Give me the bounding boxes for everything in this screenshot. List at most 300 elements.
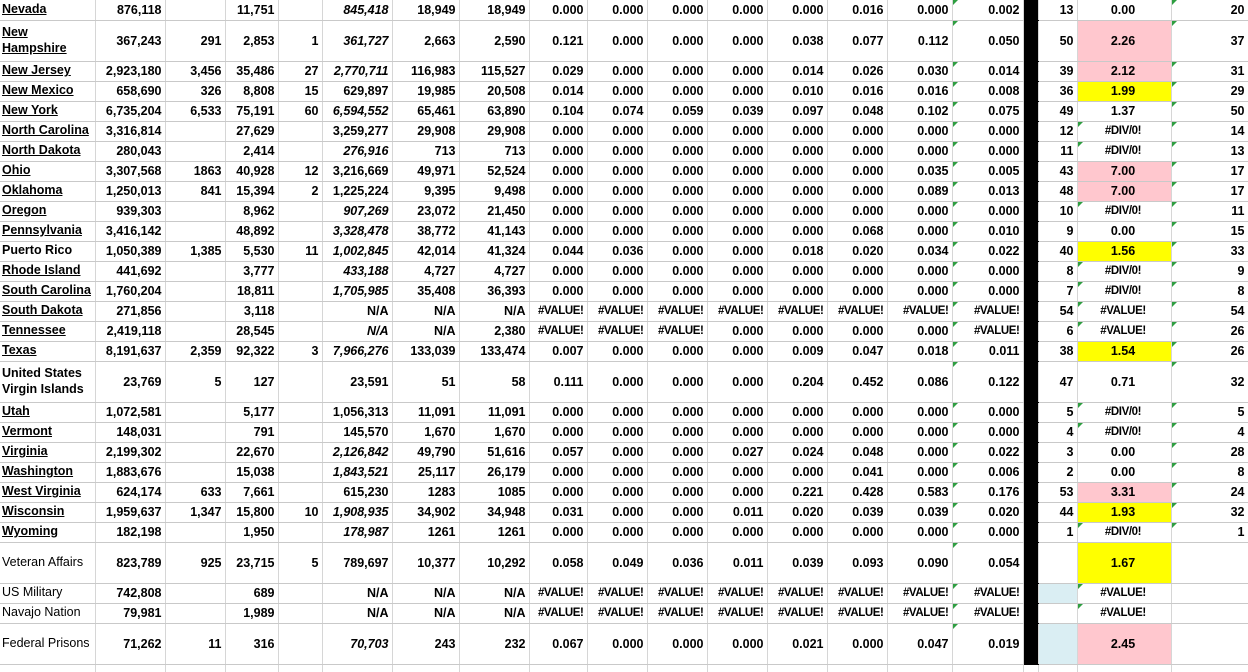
cell-rate-7[interactable]: 0.000 <box>887 462 952 482</box>
cell-rate-4[interactable]: #VALUE! <box>707 603 767 623</box>
cell-col-g[interactable]: 116,983 <box>392 61 459 81</box>
cell-ratio[interactable]: 0.00 <box>1077 221 1171 241</box>
cell-rate-3[interactable]: 0.000 <box>647 442 707 462</box>
cell-col-f[interactable]: 615,230 <box>322 482 392 502</box>
cell-rate-6[interactable]: 0.452 <box>827 361 887 402</box>
cell-rate-5[interactable]: 0.021 <box>767 623 827 664</box>
cell-col-f[interactable]: 789,697 <box>322 542 392 583</box>
cell-col-e[interactable] <box>278 462 322 482</box>
cell-col-g[interactable]: 38,772 <box>392 221 459 241</box>
divider-column[interactable] <box>1023 281 1038 301</box>
cell-ratio[interactable]: 1.37 <box>1077 101 1171 121</box>
cell-empty[interactable] <box>392 664 459 672</box>
cell-col-g[interactable]: 1283 <box>392 482 459 502</box>
cell-rate-1[interactable]: 0.000 <box>529 402 587 422</box>
cell-col-c[interactable] <box>165 583 225 603</box>
cell-rate-1[interactable]: 0.000 <box>529 201 587 221</box>
cell-col-f[interactable]: 2,770,711 <box>322 61 392 81</box>
cell-rate-6[interactable]: 0.016 <box>827 0 887 20</box>
cell-rate-7[interactable]: 0.034 <box>887 241 952 261</box>
cell-rate-6[interactable]: 0.020 <box>827 241 887 261</box>
cell-rank[interactable]: 11 <box>1038 141 1077 161</box>
cell-rate-4[interactable]: 0.000 <box>707 61 767 81</box>
cell-rate-5[interactable]: 0.000 <box>767 221 827 241</box>
cell-rate-1[interactable]: 0.029 <box>529 61 587 81</box>
cell-rank-2[interactable]: 29 <box>1171 81 1248 101</box>
cell-rate-6[interactable]: 0.048 <box>827 101 887 121</box>
cell-col-f[interactable]: 2,126,842 <box>322 442 392 462</box>
cell-col-f[interactable]: 907,269 <box>322 201 392 221</box>
cell-rate-5[interactable]: 0.018 <box>767 241 827 261</box>
row-label[interactable]: Tennessee <box>0 321 95 341</box>
cell-rate-4[interactable]: 0.000 <box>707 121 767 141</box>
cell-rank-2[interactable]: 8 <box>1171 462 1248 482</box>
cell-col-e[interactable] <box>278 261 322 281</box>
cell-rate-2[interactable]: 0.000 <box>587 442 647 462</box>
cell-col-d[interactable]: 2,414 <box>225 141 278 161</box>
row-label[interactable]: Pennsylvania <box>0 221 95 241</box>
cell-population[interactable]: 441,692 <box>95 261 165 281</box>
cell-rate-1[interactable]: 0.000 <box>529 0 587 20</box>
cell-population[interactable]: 876,118 <box>95 0 165 20</box>
cell-rank-2[interactable]: 26 <box>1171 321 1248 341</box>
cell-rate-2[interactable]: 0.000 <box>587 61 647 81</box>
cell-col-f[interactable]: 70,703 <box>322 623 392 664</box>
cell-rate-8[interactable]: 0.006 <box>952 462 1023 482</box>
cell-col-c[interactable]: 925 <box>165 542 225 583</box>
cell-rate-6[interactable]: 0.041 <box>827 462 887 482</box>
cell-col-d[interactable]: 48,892 <box>225 221 278 241</box>
cell-col-d[interactable]: 8,808 <box>225 81 278 101</box>
cell-rate-7[interactable]: 0.047 <box>887 623 952 664</box>
cell-col-h[interactable]: 21,450 <box>459 201 529 221</box>
cell-empty[interactable] <box>529 664 587 672</box>
cell-ratio[interactable]: #DIV/0! <box>1077 422 1171 442</box>
cell-rate-2[interactable]: 0.000 <box>587 0 647 20</box>
divider-column[interactable] <box>1023 61 1038 81</box>
cell-rate-8[interactable]: #VALUE! <box>952 603 1023 623</box>
cell-col-c[interactable]: 1,385 <box>165 241 225 261</box>
cell-col-g[interactable]: 25,117 <box>392 462 459 482</box>
cell-col-g[interactable]: 713 <box>392 141 459 161</box>
divider-column[interactable] <box>1023 301 1038 321</box>
cell-rank-2[interactable]: 17 <box>1171 161 1248 181</box>
cell-rate-5[interactable]: 0.000 <box>767 121 827 141</box>
cell-rank[interactable]: 5 <box>1038 402 1077 422</box>
cell-rate-1[interactable]: 0.000 <box>529 161 587 181</box>
cell-col-e[interactable]: 1 <box>278 20 322 61</box>
cell-rank[interactable]: 8 <box>1038 261 1077 281</box>
cell-rate-3[interactable]: 0.000 <box>647 61 707 81</box>
cell-rate-4[interactable]: 0.000 <box>707 361 767 402</box>
row-label[interactable]: Virginia <box>0 442 95 462</box>
cell-rate-3[interactable]: #VALUE! <box>647 603 707 623</box>
divider-column[interactable] <box>1023 141 1038 161</box>
cell-rate-7[interactable]: 0.000 <box>887 402 952 422</box>
cell-rate-3[interactable]: 0.000 <box>647 261 707 281</box>
cell-rate-7[interactable]: 0.030 <box>887 61 952 81</box>
cell-col-e[interactable]: 60 <box>278 101 322 121</box>
cell-col-g[interactable]: 1261 <box>392 522 459 542</box>
cell-ratio[interactable]: #VALUE! <box>1077 301 1171 321</box>
cell-col-g[interactable]: 23,072 <box>392 201 459 221</box>
cell-population[interactable]: 2,199,302 <box>95 442 165 462</box>
cell-empty[interactable] <box>278 664 322 672</box>
cell-rank-2[interactable]: 4 <box>1171 422 1248 442</box>
cell-col-d[interactable]: 5,177 <box>225 402 278 422</box>
cell-population[interactable]: 23,769 <box>95 361 165 402</box>
cell-population[interactable]: 1,072,581 <box>95 402 165 422</box>
row-label[interactable]: Washington <box>0 462 95 482</box>
cell-rate-2[interactable]: 0.000 <box>587 502 647 522</box>
cell-rate-8[interactable]: 0.019 <box>952 623 1023 664</box>
cell-empty[interactable] <box>707 664 767 672</box>
cell-col-d[interactable]: 7,661 <box>225 482 278 502</box>
cell-rate-8[interactable]: 0.000 <box>952 141 1023 161</box>
cell-ratio[interactable]: 2.26 <box>1077 20 1171 61</box>
cell-rate-5[interactable]: 0.014 <box>767 61 827 81</box>
cell-rate-2[interactable]: 0.000 <box>587 221 647 241</box>
cell-ratio[interactable]: 3.31 <box>1077 482 1171 502</box>
cell-rank-2[interactable]: 1 <box>1171 522 1248 542</box>
cell-rate-2[interactable]: #VALUE! <box>587 321 647 341</box>
cell-col-g[interactable]: 19,985 <box>392 81 459 101</box>
cell-rate-1[interactable]: 0.000 <box>529 462 587 482</box>
cell-rate-3[interactable]: 0.000 <box>647 623 707 664</box>
cell-rank-2[interactable]: 33 <box>1171 241 1248 261</box>
row-label[interactable]: North Carolina <box>0 121 95 141</box>
cell-col-f[interactable]: 6,594,552 <box>322 101 392 121</box>
cell-ratio[interactable]: 7.00 <box>1077 161 1171 181</box>
cell-col-d[interactable]: 15,394 <box>225 181 278 201</box>
divider-column[interactable] <box>1023 522 1038 542</box>
cell-col-e[interactable] <box>278 603 322 623</box>
cell-rate-3[interactable]: 0.000 <box>647 341 707 361</box>
cell-col-g[interactable]: 18,949 <box>392 0 459 20</box>
cell-population[interactable]: 3,316,814 <box>95 121 165 141</box>
cell-col-f[interactable]: N/A <box>322 321 392 341</box>
cell-population[interactable]: 271,856 <box>95 301 165 321</box>
cell-rank-2[interactable]: 31 <box>1171 61 1248 81</box>
cell-rate-1[interactable]: 0.014 <box>529 81 587 101</box>
cell-rate-4[interactable]: 0.000 <box>707 201 767 221</box>
cell-rate-8[interactable]: 0.000 <box>952 422 1023 442</box>
cell-col-d[interactable]: 22,670 <box>225 442 278 462</box>
cell-rate-7[interactable]: 0.000 <box>887 422 952 442</box>
divider-column[interactable] <box>1023 221 1038 241</box>
cell-rank-2[interactable]: 28 <box>1171 442 1248 462</box>
cell-col-e[interactable]: 15 <box>278 81 322 101</box>
cell-empty[interactable] <box>647 664 707 672</box>
cell-rate-1[interactable]: 0.000 <box>529 482 587 502</box>
cell-col-f[interactable]: 23,591 <box>322 361 392 402</box>
cell-ratio[interactable]: #DIV/0! <box>1077 121 1171 141</box>
cell-ratio[interactable]: #DIV/0! <box>1077 402 1171 422</box>
cell-rank[interactable]: 43 <box>1038 161 1077 181</box>
cell-col-g[interactable]: 49,790 <box>392 442 459 462</box>
cell-rate-5[interactable]: 0.000 <box>767 321 827 341</box>
cell-rate-8[interactable]: 0.002 <box>952 0 1023 20</box>
cell-rate-7[interactable]: 0.000 <box>887 261 952 281</box>
cell-rate-4[interactable]: 0.000 <box>707 522 767 542</box>
cell-col-c[interactable]: 633 <box>165 482 225 502</box>
cell-col-f[interactable]: 3,328,478 <box>322 221 392 241</box>
cell-col-d[interactable]: 28,545 <box>225 321 278 341</box>
cell-rank[interactable]: 53 <box>1038 482 1077 502</box>
cell-rate-7[interactable]: #VALUE! <box>887 603 952 623</box>
row-label[interactable]: New Jersey <box>0 61 95 81</box>
cell-empty[interactable] <box>1023 664 1038 672</box>
cell-col-c[interactable] <box>165 402 225 422</box>
cell-rate-7[interactable]: 0.018 <box>887 341 952 361</box>
cell-col-e[interactable] <box>278 442 322 462</box>
cell-rate-3[interactable]: 0.000 <box>647 241 707 261</box>
row-label[interactable]: US Military <box>0 583 95 603</box>
divider-column[interactable] <box>1023 81 1038 101</box>
cell-rate-8[interactable]: #VALUE! <box>952 301 1023 321</box>
cell-rank[interactable] <box>1038 583 1077 603</box>
divider-column[interactable] <box>1023 101 1038 121</box>
cell-rate-1[interactable]: 0.121 <box>529 20 587 61</box>
cell-col-d[interactable]: 15,800 <box>225 502 278 522</box>
cell-col-f[interactable]: 276,916 <box>322 141 392 161</box>
row-label[interactable]: Veteran Affairs <box>0 542 95 583</box>
cell-population[interactable]: 8,191,637 <box>95 341 165 361</box>
cell-rate-7[interactable]: 0.035 <box>887 161 952 181</box>
cell-rate-6[interactable]: 0.000 <box>827 522 887 542</box>
cell-rate-6[interactable]: 0.000 <box>827 261 887 281</box>
cell-col-c[interactable]: 2,359 <box>165 341 225 361</box>
cell-rank-2[interactable] <box>1171 583 1248 603</box>
cell-rate-2[interactable]: #VALUE! <box>587 603 647 623</box>
cell-ratio[interactable]: #DIV/0! <box>1077 201 1171 221</box>
cell-rate-7[interactable]: #VALUE! <box>887 583 952 603</box>
cell-rate-5[interactable]: 0.038 <box>767 20 827 61</box>
cell-rate-4[interactable]: 0.000 <box>707 482 767 502</box>
cell-rate-5[interactable]: #VALUE! <box>767 301 827 321</box>
cell-col-h[interactable]: 10,292 <box>459 542 529 583</box>
cell-rate-5[interactable]: 0.020 <box>767 502 827 522</box>
cell-ratio[interactable]: #VALUE! <box>1077 583 1171 603</box>
cell-col-d[interactable]: 3,118 <box>225 301 278 321</box>
cell-col-e[interactable]: 27 <box>278 61 322 81</box>
cell-col-g[interactable]: N/A <box>392 321 459 341</box>
cell-col-e[interactable] <box>278 482 322 502</box>
cell-rate-1[interactable]: 0.000 <box>529 121 587 141</box>
cell-ratio[interactable]: #VALUE! <box>1077 321 1171 341</box>
cell-col-e[interactable]: 3 <box>278 341 322 361</box>
cell-rank[interactable]: 4 <box>1038 422 1077 442</box>
cell-rate-5[interactable]: 0.000 <box>767 402 827 422</box>
cell-rate-5[interactable]: #VALUE! <box>767 603 827 623</box>
cell-rank[interactable]: 54 <box>1038 301 1077 321</box>
cell-col-f[interactable]: 629,897 <box>322 81 392 101</box>
cell-rate-5[interactable]: 0.000 <box>767 422 827 442</box>
cell-col-g[interactable]: 51 <box>392 361 459 402</box>
cell-rank[interactable]: 48 <box>1038 181 1077 201</box>
row-label[interactable]: Ohio <box>0 161 95 181</box>
row-label[interactable]: Utah <box>0 402 95 422</box>
cell-rank[interactable]: 39 <box>1038 61 1077 81</box>
cell-col-h[interactable]: 20,508 <box>459 81 529 101</box>
cell-rate-6[interactable]: #VALUE! <box>827 583 887 603</box>
cell-rate-5[interactable]: 0.000 <box>767 261 827 281</box>
row-label[interactable]: Nevada <box>0 0 95 20</box>
cell-rate-7[interactable]: 0.016 <box>887 81 952 101</box>
cell-rate-8[interactable]: 0.010 <box>952 221 1023 241</box>
cell-empty[interactable] <box>1171 664 1248 672</box>
cell-empty[interactable] <box>322 664 392 672</box>
cell-population[interactable]: 148,031 <box>95 422 165 442</box>
cell-rank-2[interactable]: 14 <box>1171 121 1248 141</box>
cell-col-f[interactable]: N/A <box>322 603 392 623</box>
cell-col-e[interactable] <box>278 422 322 442</box>
cell-rate-6[interactable]: 0.016 <box>827 81 887 101</box>
cell-rank-2[interactable]: 15 <box>1171 221 1248 241</box>
cell-rate-2[interactable]: 0.049 <box>587 542 647 583</box>
cell-col-d[interactable]: 23,715 <box>225 542 278 583</box>
cell-rate-1[interactable]: 0.007 <box>529 341 587 361</box>
cell-ratio[interactable]: 0.00 <box>1077 442 1171 462</box>
cell-rate-5[interactable]: 0.000 <box>767 462 827 482</box>
cell-rate-8[interactable]: 0.022 <box>952 442 1023 462</box>
cell-rate-1[interactable]: 0.000 <box>529 422 587 442</box>
cell-col-e[interactable]: 2 <box>278 181 322 201</box>
cell-rate-5[interactable]: 0.000 <box>767 161 827 181</box>
cell-rate-6[interactable]: #VALUE! <box>827 301 887 321</box>
cell-rank-2[interactable]: 20 <box>1171 0 1248 20</box>
cell-col-h[interactable]: 18,949 <box>459 0 529 20</box>
cell-rank[interactable]: 6 <box>1038 321 1077 341</box>
cell-rate-1[interactable]: #VALUE! <box>529 301 587 321</box>
cell-rate-3[interactable]: 0.000 <box>647 141 707 161</box>
cell-rate-8[interactable]: 0.000 <box>952 201 1023 221</box>
cell-empty[interactable] <box>827 664 887 672</box>
cell-rate-5[interactable]: 0.097 <box>767 101 827 121</box>
divider-column[interactable] <box>1023 583 1038 603</box>
cell-rate-3[interactable]: #VALUE! <box>647 301 707 321</box>
cell-col-h[interactable]: 115,527 <box>459 61 529 81</box>
cell-col-f[interactable]: 1,002,845 <box>322 241 392 261</box>
cell-rate-4[interactable]: 0.000 <box>707 462 767 482</box>
cell-rate-3[interactable]: 0.000 <box>647 522 707 542</box>
cell-rate-1[interactable]: 0.000 <box>529 522 587 542</box>
cell-rate-6[interactable]: 0.048 <box>827 442 887 462</box>
cell-population[interactable]: 1,250,013 <box>95 181 165 201</box>
cell-col-g[interactable]: 34,902 <box>392 502 459 522</box>
cell-rate-2[interactable]: 0.074 <box>587 101 647 121</box>
cell-empty[interactable] <box>165 664 225 672</box>
row-label[interactable]: West Virginia <box>0 482 95 502</box>
divider-column[interactable] <box>1023 201 1038 221</box>
cell-rank[interactable]: 38 <box>1038 341 1077 361</box>
cell-col-h[interactable]: 63,890 <box>459 101 529 121</box>
cell-rate-3[interactable]: 0.000 <box>647 221 707 241</box>
cell-rate-1[interactable]: 0.111 <box>529 361 587 402</box>
cell-col-c[interactable]: 291 <box>165 20 225 61</box>
cell-col-g[interactable]: N/A <box>392 583 459 603</box>
cell-col-d[interactable]: 18,811 <box>225 281 278 301</box>
row-label[interactable]: Rhode Island <box>0 261 95 281</box>
cell-col-h[interactable]: 11,091 <box>459 402 529 422</box>
cell-rate-4[interactable]: #VALUE! <box>707 583 767 603</box>
cell-col-c[interactable]: 326 <box>165 81 225 101</box>
row-label[interactable]: New Mexico <box>0 81 95 101</box>
cell-empty[interactable] <box>1038 664 1077 672</box>
cell-col-h[interactable]: N/A <box>459 583 529 603</box>
cell-col-g[interactable]: 10,377 <box>392 542 459 583</box>
cell-rate-2[interactable]: 0.000 <box>587 121 647 141</box>
cell-rate-1[interactable]: 0.000 <box>529 141 587 161</box>
cell-ratio[interactable]: #DIV/0! <box>1077 281 1171 301</box>
cell-col-d[interactable]: 1,950 <box>225 522 278 542</box>
cell-rate-7[interactable]: 0.112 <box>887 20 952 61</box>
cell-rate-3[interactable]: #VALUE! <box>647 583 707 603</box>
cell-rank[interactable]: 44 <box>1038 502 1077 522</box>
row-label[interactable]: Navajo Nation <box>0 603 95 623</box>
cell-col-h[interactable]: 1085 <box>459 482 529 502</box>
row-label[interactable]: Puerto Rico <box>0 241 95 261</box>
divider-column[interactable] <box>1023 502 1038 522</box>
cell-rate-2[interactable]: 0.000 <box>587 201 647 221</box>
cell-col-h[interactable]: 232 <box>459 623 529 664</box>
cell-empty[interactable] <box>1077 664 1171 672</box>
cell-rate-6[interactable]: 0.068 <box>827 221 887 241</box>
cell-rate-8[interactable]: 0.176 <box>952 482 1023 502</box>
divider-column[interactable] <box>1023 361 1038 402</box>
cell-rate-3[interactable]: 0.000 <box>647 422 707 442</box>
cell-rate-7[interactable]: 0.039 <box>887 502 952 522</box>
cell-rate-8[interactable]: 0.008 <box>952 81 1023 101</box>
cell-rate-7[interactable]: 0.000 <box>887 522 952 542</box>
row-label[interactable]: Wisconsin <box>0 502 95 522</box>
cell-rank-2[interactable]: 54 <box>1171 301 1248 321</box>
cell-rate-7[interactable]: 0.583 <box>887 482 952 502</box>
cell-rank-2[interactable]: 24 <box>1171 482 1248 502</box>
cell-col-g[interactable]: 49,971 <box>392 161 459 181</box>
cell-rate-6[interactable]: 0.000 <box>827 201 887 221</box>
cell-empty[interactable] <box>459 664 529 672</box>
cell-col-d[interactable]: 92,322 <box>225 341 278 361</box>
cell-ratio[interactable]: 1.54 <box>1077 341 1171 361</box>
cell-population[interactable]: 367,243 <box>95 20 165 61</box>
cell-rate-2[interactable]: 0.000 <box>587 522 647 542</box>
cell-rate-7[interactable]: 0.000 <box>887 442 952 462</box>
cell-rate-7[interactable]: 0.090 <box>887 542 952 583</box>
cell-rank-2[interactable]: 37 <box>1171 20 1248 61</box>
cell-ratio[interactable]: 1.99 <box>1077 81 1171 101</box>
cell-population[interactable]: 2,923,180 <box>95 61 165 81</box>
cell-rate-1[interactable]: 0.000 <box>529 261 587 281</box>
cell-rate-5[interactable]: 0.000 <box>767 141 827 161</box>
cell-population[interactable]: 3,416,142 <box>95 221 165 241</box>
cell-col-c[interactable] <box>165 603 225 623</box>
cell-rate-7[interactable]: 0.089 <box>887 181 952 201</box>
cell-rank[interactable]: 49 <box>1038 101 1077 121</box>
cell-rate-4[interactable]: 0.039 <box>707 101 767 121</box>
cell-rate-4[interactable]: 0.000 <box>707 402 767 422</box>
divider-column[interactable] <box>1023 603 1038 623</box>
cell-col-f[interactable]: 1,225,224 <box>322 181 392 201</box>
cell-rate-8[interactable]: 0.050 <box>952 20 1023 61</box>
cell-col-h[interactable]: 1261 <box>459 522 529 542</box>
cell-rate-4[interactable]: 0.027 <box>707 442 767 462</box>
cell-rank[interactable]: 10 <box>1038 201 1077 221</box>
divider-column[interactable] <box>1023 482 1038 502</box>
cell-rate-3[interactable]: #VALUE! <box>647 321 707 341</box>
divider-column[interactable] <box>1023 462 1038 482</box>
cell-col-d[interactable]: 8,962 <box>225 201 278 221</box>
